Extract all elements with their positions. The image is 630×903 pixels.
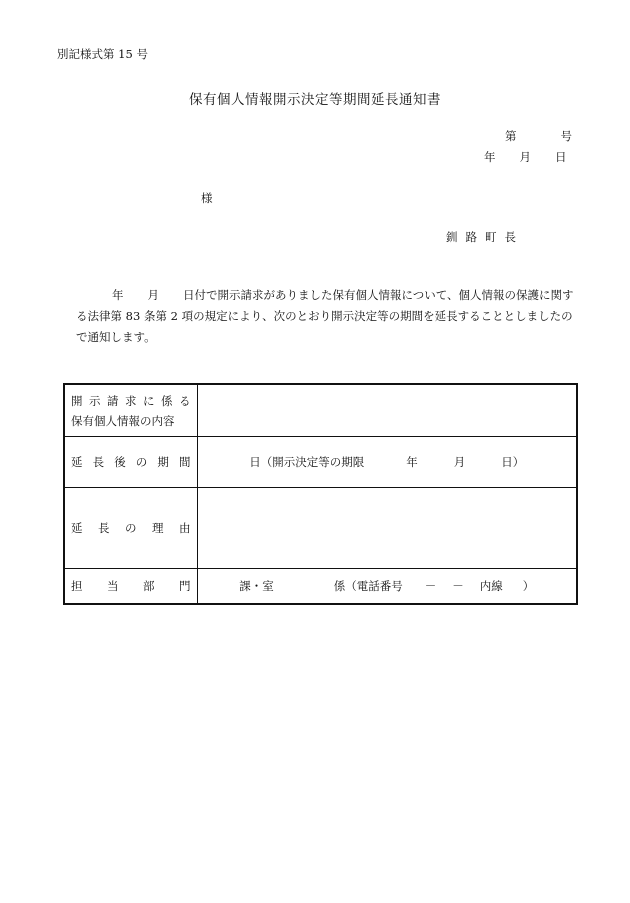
body-line-1: [76, 285, 582, 306]
department-value[interactable]: [197, 569, 577, 605]
go-label: 号: [560, 129, 572, 143]
body-month: 月: [147, 288, 159, 302]
deadline-month: 月: [453, 455, 466, 469]
form-number: 別記様式第 15 号: [57, 47, 148, 61]
close-paren: ）: [522, 579, 535, 593]
table-row-extended-period: [64, 437, 577, 488]
table-row-department: [64, 569, 577, 605]
department-label: 担 当 部 門: [64, 569, 197, 605]
notice-table: [63, 383, 578, 605]
dai-label: 第: [505, 129, 517, 143]
deadline-prefix: 日（開示決定等の期限: [249, 455, 365, 469]
phone-dash-2: －: [452, 579, 464, 593]
extended-period-label: 延 長 後 の 期 間: [64, 437, 197, 488]
table-row-content: [64, 384, 577, 437]
content-label-line-2: 保有個人情報の内容: [71, 413, 175, 428]
body-line-2: る法律第 83 条第 2 項の規定により、次のとおり開示決定等の期間を延長することとしましたの: [76, 309, 573, 323]
document-title: 保有個人情報開示決定等期間延長通知書: [189, 92, 441, 108]
extension-label: 内線: [479, 579, 503, 593]
day-label: 日: [555, 150, 567, 164]
deadline-year: 年: [406, 455, 418, 469]
reference-number-line: [505, 128, 572, 144]
addressee-sama: 様: [201, 191, 213, 205]
table-row-reason: [64, 488, 577, 569]
sender-name: 釧路町長: [446, 230, 524, 244]
phone-dash-1: －: [424, 579, 437, 593]
body-text: [76, 285, 582, 348]
ka-shitsu: 課・室: [239, 579, 274, 593]
kakari-phone: 係（電話番号: [333, 579, 403, 593]
body-year: 年: [112, 288, 124, 302]
month-label: 月: [519, 150, 531, 164]
content-label: [64, 384, 197, 437]
content-value[interactable]: [197, 384, 577, 437]
content-label-line-1: 開 示 請 求 に 係 る: [71, 393, 191, 408]
reason-label: 延 長 の 理 由: [64, 488, 197, 569]
deadline-day-close: 日）: [501, 455, 525, 469]
date-line: [484, 149, 567, 165]
reason-value[interactable]: [197, 488, 577, 569]
body-line-1-rest: 日付で開示請求がありました保有個人情報について、個人情報の保護に関す: [183, 288, 574, 302]
body-line-3: で通知します。: [76, 330, 156, 344]
extended-period-value[interactable]: [197, 437, 577, 488]
year-label: 年: [484, 150, 496, 164]
